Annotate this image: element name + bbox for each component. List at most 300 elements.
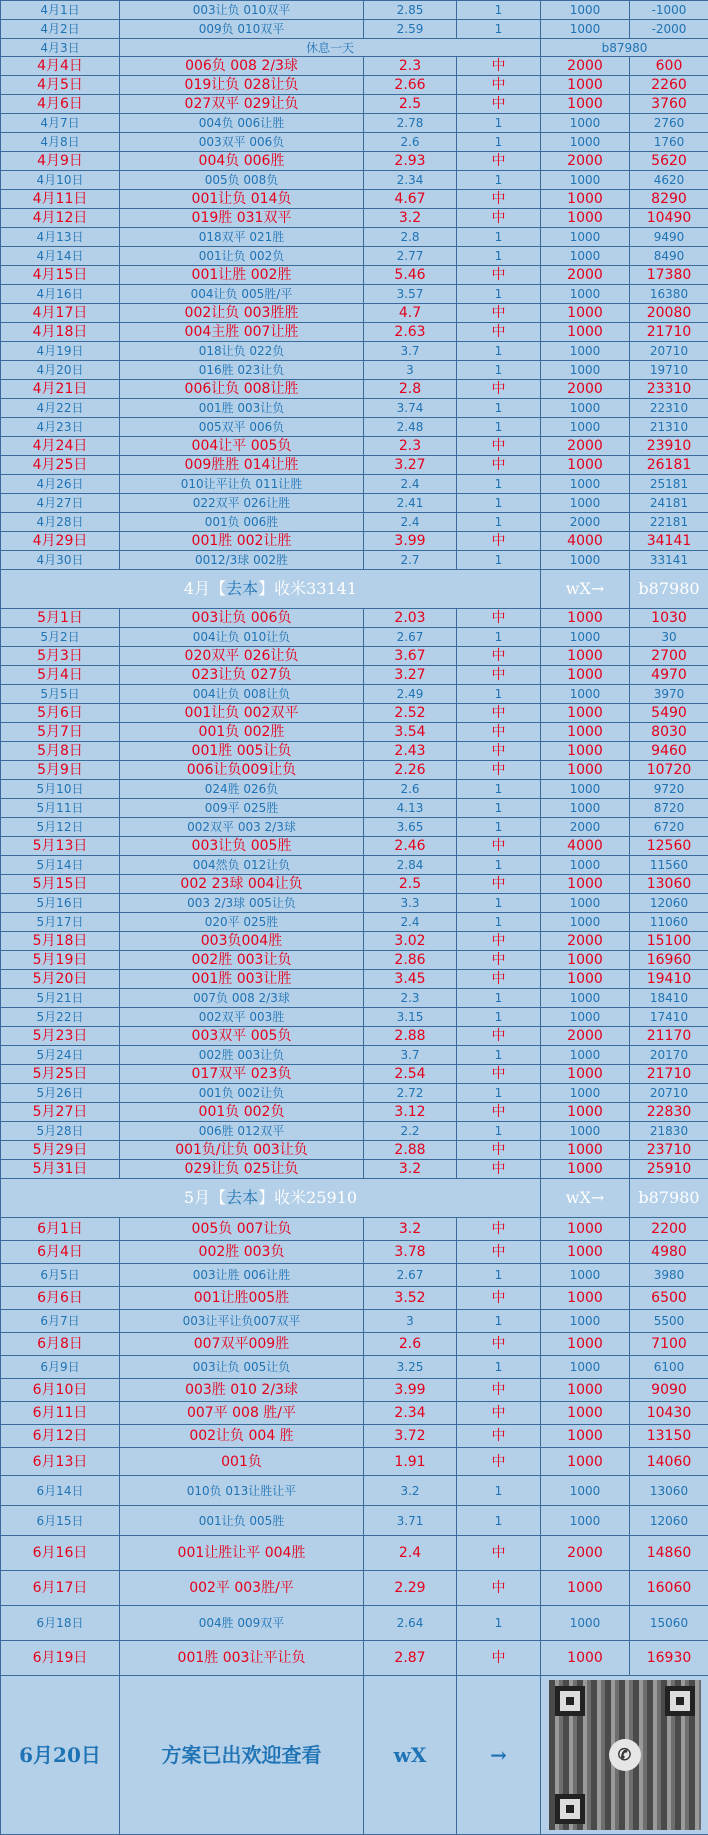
result-cell: 1 <box>457 1264 541 1287</box>
result-cell: 中 <box>457 456 541 475</box>
table-row <box>1 913 708 932</box>
stake-cell: 1000 <box>541 95 630 114</box>
qr-finder <box>665 1686 695 1716</box>
table-row <box>1 190 708 209</box>
result-cell: 中 <box>457 266 541 285</box>
table-row <box>1 551 708 570</box>
balance-cell: 17380 <box>630 266 708 285</box>
stake-cell: 1000 <box>541 1103 630 1122</box>
stake-cell: 1000 <box>541 970 630 989</box>
date-cell: 4月15日 <box>1 266 120 285</box>
stake-cell: 2000 <box>541 513 630 532</box>
table-row <box>1 228 708 247</box>
bet-cell: 003让负 010双平 <box>120 1 364 20</box>
result-cell: 中 <box>457 1379 541 1402</box>
odds-cell: 2.5 <box>364 95 457 114</box>
odds-cell: 2.2 <box>364 1122 457 1141</box>
stake-cell: 1000 <box>541 647 630 666</box>
balance-cell: 2700 <box>630 647 708 666</box>
result-cell: 中 <box>457 1425 541 1448</box>
balance-cell: 10430 <box>630 1402 708 1425</box>
result-cell: 中 <box>457 647 541 666</box>
bet-cell: 001胜 002让胜 <box>120 532 364 551</box>
result-cell: 1 <box>457 1122 541 1141</box>
odds-cell: 2.4 <box>364 513 457 532</box>
rest-id: b87980 <box>541 39 708 57</box>
stake-cell: 1000 <box>541 1448 630 1476</box>
balance-cell: 3980 <box>630 1264 708 1287</box>
table-row <box>1 1310 708 1333</box>
date-cell: 5月17日 <box>1 913 120 932</box>
date-cell: 5月8日 <box>1 742 120 761</box>
balance-cell: 8490 <box>630 247 708 266</box>
result-cell: 中 <box>457 761 541 780</box>
balance-cell: 7100 <box>630 1333 708 1356</box>
table-row <box>1 742 708 761</box>
summary-word: 去本 <box>226 1188 258 1207</box>
balance-cell: 24181 <box>630 494 708 513</box>
odds-cell: 2.85 <box>364 1 457 20</box>
odds-cell: 4.67 <box>364 190 457 209</box>
odds-cell: 2.3 <box>364 437 457 456</box>
date-cell: 6月1日 <box>1 1218 120 1241</box>
balance-cell: 11560 <box>630 856 708 875</box>
table-row <box>1 1641 708 1676</box>
stake-cell: 1000 <box>541 1356 630 1379</box>
odds-cell: 2.29 <box>364 1571 457 1606</box>
balance-cell: 16960 <box>630 951 708 970</box>
date-cell: 6月18日 <box>1 1606 120 1641</box>
date-cell: 5月19日 <box>1 951 120 970</box>
stake-cell: 1000 <box>541 361 630 380</box>
bet-cell: 023让负 027负 <box>120 666 364 685</box>
bet-cell: 024胜 026负 <box>120 780 364 799</box>
balance-cell: 15100 <box>630 932 708 951</box>
summary-label: 收米 <box>274 1188 306 1207</box>
table-row <box>1 1333 708 1356</box>
balance-cell: 14860 <box>630 1536 708 1571</box>
bet-cell: 003让负 005让负 <box>120 1356 364 1379</box>
date-cell: 4月19日 <box>1 342 120 361</box>
odds-cell: 1.91 <box>364 1448 457 1476</box>
balance-cell: 13060 <box>630 1476 708 1506</box>
qr-finder <box>555 1794 585 1824</box>
bet-cell: 004让负 008让负 <box>120 685 364 704</box>
result-cell: 中 <box>457 1027 541 1046</box>
bet-cell: 004让平 005负 <box>120 437 364 456</box>
bet-cell: 002胜 003负 <box>120 1241 364 1264</box>
date-cell: 6月6日 <box>1 1287 120 1310</box>
balance-cell: -2000 <box>630 20 708 39</box>
bet-cell: 004负 006让胜 <box>120 114 364 133</box>
odds-cell: 3.99 <box>364 1379 457 1402</box>
odds-cell: 2.34 <box>364 1402 457 1425</box>
stake-cell: 1000 <box>541 323 630 342</box>
odds-cell: 2.5 <box>364 875 457 894</box>
bet-cell: 003 2/3球 005让负 <box>120 894 364 913</box>
stake-cell: 1000 <box>541 171 630 190</box>
date-cell: 4月1日 <box>1 1 120 20</box>
balance-cell: 21830 <box>630 1122 708 1141</box>
table-row <box>1 609 708 628</box>
bet-cell: 005负 007让负 <box>120 1218 364 1241</box>
table-row <box>1 647 708 666</box>
result-cell: 1 <box>457 1606 541 1641</box>
date-cell: 4月26日 <box>1 475 120 494</box>
balance-cell: 1760 <box>630 133 708 152</box>
stake-cell: 1000 <box>541 190 630 209</box>
odds-cell: 3.7 <box>364 342 457 361</box>
bet-cell: 002双平 003胜 <box>120 1008 364 1027</box>
balance-cell: 21170 <box>630 1027 708 1046</box>
odds-cell: 3.27 <box>364 456 457 475</box>
bet-cell: 006负 008 2/3球 <box>120 57 364 76</box>
odds-cell: 2.26 <box>364 761 457 780</box>
stake-cell: 1000 <box>541 228 630 247</box>
bet-cell: 001负 002负 <box>120 1103 364 1122</box>
april-rest-day <box>1 39 708 57</box>
table-row <box>1 1506 708 1536</box>
bet-cell: 001让负 005胜 <box>120 1506 364 1536</box>
bet-cell: 002让负 003胜胜 <box>120 304 364 323</box>
date-cell: 6月9日 <box>1 1356 120 1379</box>
odds-cell: 2.6 <box>364 133 457 152</box>
result-cell: 1 <box>457 247 541 266</box>
table-row <box>1 456 708 475</box>
date-cell: 5月1日 <box>1 609 120 628</box>
balance-cell: 6100 <box>630 1356 708 1379</box>
bet-cell: 019胜 031双平 <box>120 209 364 228</box>
result-cell: 1 <box>457 1084 541 1103</box>
date-cell: 5月16日 <box>1 894 120 913</box>
stake-cell: 1000 <box>541 742 630 761</box>
wechat-icon: ✆ <box>609 1739 641 1771</box>
table-row <box>1 780 708 799</box>
result-cell: 1 <box>457 418 541 437</box>
april-summary <box>1 570 708 609</box>
result-cell: 中 <box>457 1287 541 1310</box>
bet-cell: 005负 008负 <box>120 171 364 190</box>
table-row <box>1 894 708 913</box>
date-cell: 4月12日 <box>1 209 120 228</box>
odds-cell: 2.93 <box>364 152 457 171</box>
stake-cell: 1000 <box>541 1008 630 1027</box>
date-cell: 5月20日 <box>1 970 120 989</box>
table-row <box>1 171 708 190</box>
date-cell: 4月2日 <box>1 20 120 39</box>
result-cell: 中 <box>457 932 541 951</box>
summary-title <box>1 570 541 609</box>
date-cell: 6月8日 <box>1 1333 120 1356</box>
date-cell: 6月19日 <box>1 1641 120 1676</box>
date-cell: 5月4日 <box>1 666 120 685</box>
table-row <box>1 1606 708 1641</box>
table-row <box>1 1141 708 1160</box>
odds-cell: 3.99 <box>364 532 457 551</box>
table-row <box>1 1536 708 1571</box>
table-row <box>1 1241 708 1264</box>
stake-cell: 2000 <box>541 266 630 285</box>
stake-cell: 1000 <box>541 685 630 704</box>
table-row <box>1 475 708 494</box>
table-row <box>1 1122 708 1141</box>
bet-cell: 019让负 028让负 <box>120 76 364 95</box>
result-cell: 1 <box>457 913 541 932</box>
summary-wx <box>541 570 630 609</box>
date-cell: 5月9日 <box>1 761 120 780</box>
table-row <box>1 1287 708 1310</box>
qr-code-image <box>549 1680 701 1830</box>
odds-cell: 2.03 <box>364 609 457 628</box>
may-summary <box>1 1179 708 1218</box>
balance-cell: 20080 <box>630 304 708 323</box>
table-row <box>1 1218 708 1241</box>
bet-cell: 004负 006胜 <box>120 152 364 171</box>
balance-cell: 8030 <box>630 723 708 742</box>
table-row <box>1 1402 708 1425</box>
stake-cell: 1000 <box>541 875 630 894</box>
stake-cell: 1000 <box>541 285 630 304</box>
bet-cell: 027双平 029让负 <box>120 95 364 114</box>
stake-cell: 1000 <box>541 666 630 685</box>
table-row <box>1 20 708 39</box>
date-cell: 4月10日 <box>1 171 120 190</box>
result-cell: 中 <box>457 323 541 342</box>
stake-cell: 1000 <box>541 1 630 20</box>
table-row <box>1 856 708 875</box>
bet-cell: 005双平 006负 <box>120 418 364 437</box>
bet-cell: 003让平让负007双平 <box>120 1310 364 1333</box>
result-cell: 1 <box>457 856 541 875</box>
balance-cell: 22310 <box>630 399 708 418</box>
stake-cell: 1000 <box>541 1310 630 1333</box>
bet-cell: 020双平 026让负 <box>120 647 364 666</box>
table-row <box>1 932 708 951</box>
result-cell: 1 <box>457 171 541 190</box>
date-cell: 4月9日 <box>1 152 120 171</box>
result-cell: 中 <box>457 742 541 761</box>
stake-cell: 1000 <box>541 209 630 228</box>
odds-cell: 2.78 <box>364 114 457 133</box>
bet-cell: 001胜 003让胜 <box>120 970 364 989</box>
balance-cell: 11060 <box>630 913 708 932</box>
result-cell: 中 <box>457 875 541 894</box>
stake-cell: 1000 <box>541 704 630 723</box>
balance-cell: 21710 <box>630 1065 708 1084</box>
final-arrow-icon: → <box>457 1676 541 1835</box>
stake-cell: 2000 <box>541 437 630 456</box>
stake-cell: 1000 <box>541 1084 630 1103</box>
balance-cell: 19410 <box>630 970 708 989</box>
stake-cell: 2000 <box>541 380 630 399</box>
date-cell: 5月11日 <box>1 799 120 818</box>
result-cell: 中 <box>457 951 541 970</box>
table-row <box>1 399 708 418</box>
result-cell: 1 <box>457 114 541 133</box>
date-cell: 5月26日 <box>1 1084 120 1103</box>
odds-cell: 3.3 <box>364 894 457 913</box>
bet-cell: 003双平 006负 <box>120 133 364 152</box>
balance-cell: 5500 <box>630 1310 708 1333</box>
bet-cell: 0012/3球 002胜 <box>120 551 364 570</box>
odds-cell: 2.64 <box>364 1606 457 1641</box>
rest-note: 休息一天 <box>120 39 541 57</box>
result-cell: 1 <box>457 513 541 532</box>
result-cell: 1 <box>457 799 541 818</box>
stake-cell: 1000 <box>541 1606 630 1641</box>
summary-row <box>1 570 708 609</box>
table-row <box>1 951 708 970</box>
result-cell: 1 <box>457 20 541 39</box>
qr-cell <box>541 1676 708 1835</box>
table-row <box>1 209 708 228</box>
balance-cell: 3760 <box>630 95 708 114</box>
balance-cell: 5620 <box>630 152 708 171</box>
bet-cell: 003让负 005胜 <box>120 837 364 856</box>
stake-cell: 1000 <box>541 856 630 875</box>
odds-cell: 2.49 <box>364 685 457 704</box>
result-cell: 1 <box>457 1 541 20</box>
balance-cell: 10490 <box>630 209 708 228</box>
odds-cell: 3.15 <box>364 1008 457 1027</box>
table-row <box>1 133 708 152</box>
date-cell: 6月16日 <box>1 1536 120 1571</box>
table-row <box>1 761 708 780</box>
qr-finder <box>555 1686 585 1716</box>
balance-cell: -1000 <box>630 1 708 20</box>
stake-cell: 1000 <box>541 114 630 133</box>
stake-cell: 1000 <box>541 1379 630 1402</box>
table-row <box>1 970 708 989</box>
balance-cell: 25181 <box>630 475 708 494</box>
stake-cell: 1000 <box>541 894 630 913</box>
result-cell: 1 <box>457 1476 541 1506</box>
table-row <box>1 76 708 95</box>
odds-cell: 4.13 <box>364 799 457 818</box>
date-cell: 5月12日 <box>1 818 120 837</box>
balance-cell: 2200 <box>630 1218 708 1241</box>
date-cell: 6月10日 <box>1 1379 120 1402</box>
result-cell: 中 <box>457 152 541 171</box>
balance-cell: 6500 <box>630 1287 708 1310</box>
date-cell: 5月15日 <box>1 875 120 894</box>
bet-cell: 006胜 012双平 <box>120 1122 364 1141</box>
bet-cell: 002让负 004 胜 <box>120 1425 364 1448</box>
bet-cell: 022双平 026让胜 <box>120 494 364 513</box>
table-row <box>1 1448 708 1476</box>
odds-cell: 3.27 <box>364 666 457 685</box>
stake-cell: 1000 <box>541 780 630 799</box>
bracket-close: 】 <box>258 1188 274 1207</box>
balance-cell: 600 <box>630 57 708 76</box>
final-date: 6月20日 <box>1 1676 120 1835</box>
odds-cell: 2.59 <box>364 20 457 39</box>
table-row <box>1 418 708 437</box>
stake-cell: 1000 <box>541 1425 630 1448</box>
date-cell: 4月18日 <box>1 323 120 342</box>
odds-cell: 2.4 <box>364 475 457 494</box>
bet-cell: 007负 008 2/3球 <box>120 989 364 1008</box>
date-cell: 5月24日 <box>1 1046 120 1065</box>
result-cell: 1 <box>457 1506 541 1536</box>
bet-cell: 017双平 023负 <box>120 1065 364 1084</box>
odds-cell: 2.87 <box>364 1641 457 1676</box>
odds-cell: 2.7 <box>364 551 457 570</box>
stake-cell: 4000 <box>541 837 630 856</box>
final-row-group <box>1 1676 708 1835</box>
bet-cell: 001让胜 002胜 <box>120 266 364 285</box>
balance-cell: 30 <box>630 628 708 647</box>
balance-cell: 8720 <box>630 799 708 818</box>
odds-cell: 2.84 <box>364 856 457 875</box>
date-cell: 6月17日 <box>1 1571 120 1606</box>
date-cell: 5月27日 <box>1 1103 120 1122</box>
date-cell: 5月13日 <box>1 837 120 856</box>
balance-cell: 25910 <box>630 1160 708 1179</box>
date-cell: 5月3日 <box>1 647 120 666</box>
bet-cell: 029让负 025让负 <box>120 1160 364 1179</box>
bet-cell: 003双平 005负 <box>120 1027 364 1046</box>
date-cell: 5月23日 <box>1 1027 120 1046</box>
date-cell: 4月23日 <box>1 418 120 437</box>
stake-cell: 1000 <box>541 1241 630 1264</box>
bet-cell: 002双平 003 2/3球 <box>120 818 364 837</box>
result-cell: 中 <box>457 1141 541 1160</box>
stake-cell: 1000 <box>541 456 630 475</box>
odds-cell: 3.67 <box>364 647 457 666</box>
date-cell: 5月25日 <box>1 1065 120 1084</box>
result-cell: 1 <box>457 989 541 1008</box>
stake-cell: 1000 <box>541 76 630 95</box>
balance-cell: 23910 <box>630 437 708 456</box>
date-cell: 4月14日 <box>1 247 120 266</box>
summary-id: b87980 <box>630 570 708 609</box>
odds-cell: 2.88 <box>364 1027 457 1046</box>
stake-cell: 1000 <box>541 1641 630 1676</box>
stake-cell: 1000 <box>541 761 630 780</box>
result-cell: 1 <box>457 818 541 837</box>
final-wx: wX <box>364 1676 457 1835</box>
bet-cell: 010负 013让胜让平 <box>120 1476 364 1506</box>
odds-cell: 3 <box>364 1310 457 1333</box>
odds-cell: 3.52 <box>364 1287 457 1310</box>
date-cell: 5月18日 <box>1 932 120 951</box>
bet-cell: 010让平让负 011让胜 <box>120 475 364 494</box>
bet-cell: 001让负 002负 <box>120 247 364 266</box>
result-cell: 中 <box>457 190 541 209</box>
bet-cell: 001胜 003让平让负 <box>120 1641 364 1676</box>
balance-cell: 34141 <box>630 532 708 551</box>
balance-cell: 4980 <box>630 1241 708 1264</box>
balance-cell: 8290 <box>630 190 708 209</box>
odds-cell: 3.78 <box>364 1241 457 1264</box>
odds-cell: 4.7 <box>364 304 457 323</box>
summary-label: 收米 <box>274 579 306 598</box>
bet-cell: 001让负 014负 <box>120 190 364 209</box>
odds-cell: 3.57 <box>364 285 457 304</box>
bet-cell: 007双平009胜 <box>120 1333 364 1356</box>
bracket-close: 】 <box>258 579 274 598</box>
result-cell: 1 <box>457 494 541 513</box>
date-cell: 5月31日 <box>1 1160 120 1179</box>
stake-cell: 1000 <box>541 399 630 418</box>
balance-cell: 9720 <box>630 780 708 799</box>
table-row <box>1 1425 708 1448</box>
table-row <box>1 304 708 323</box>
odds-cell: 2.3 <box>364 989 457 1008</box>
arrow-icon: → <box>591 579 604 598</box>
balance-cell: 18410 <box>630 989 708 1008</box>
